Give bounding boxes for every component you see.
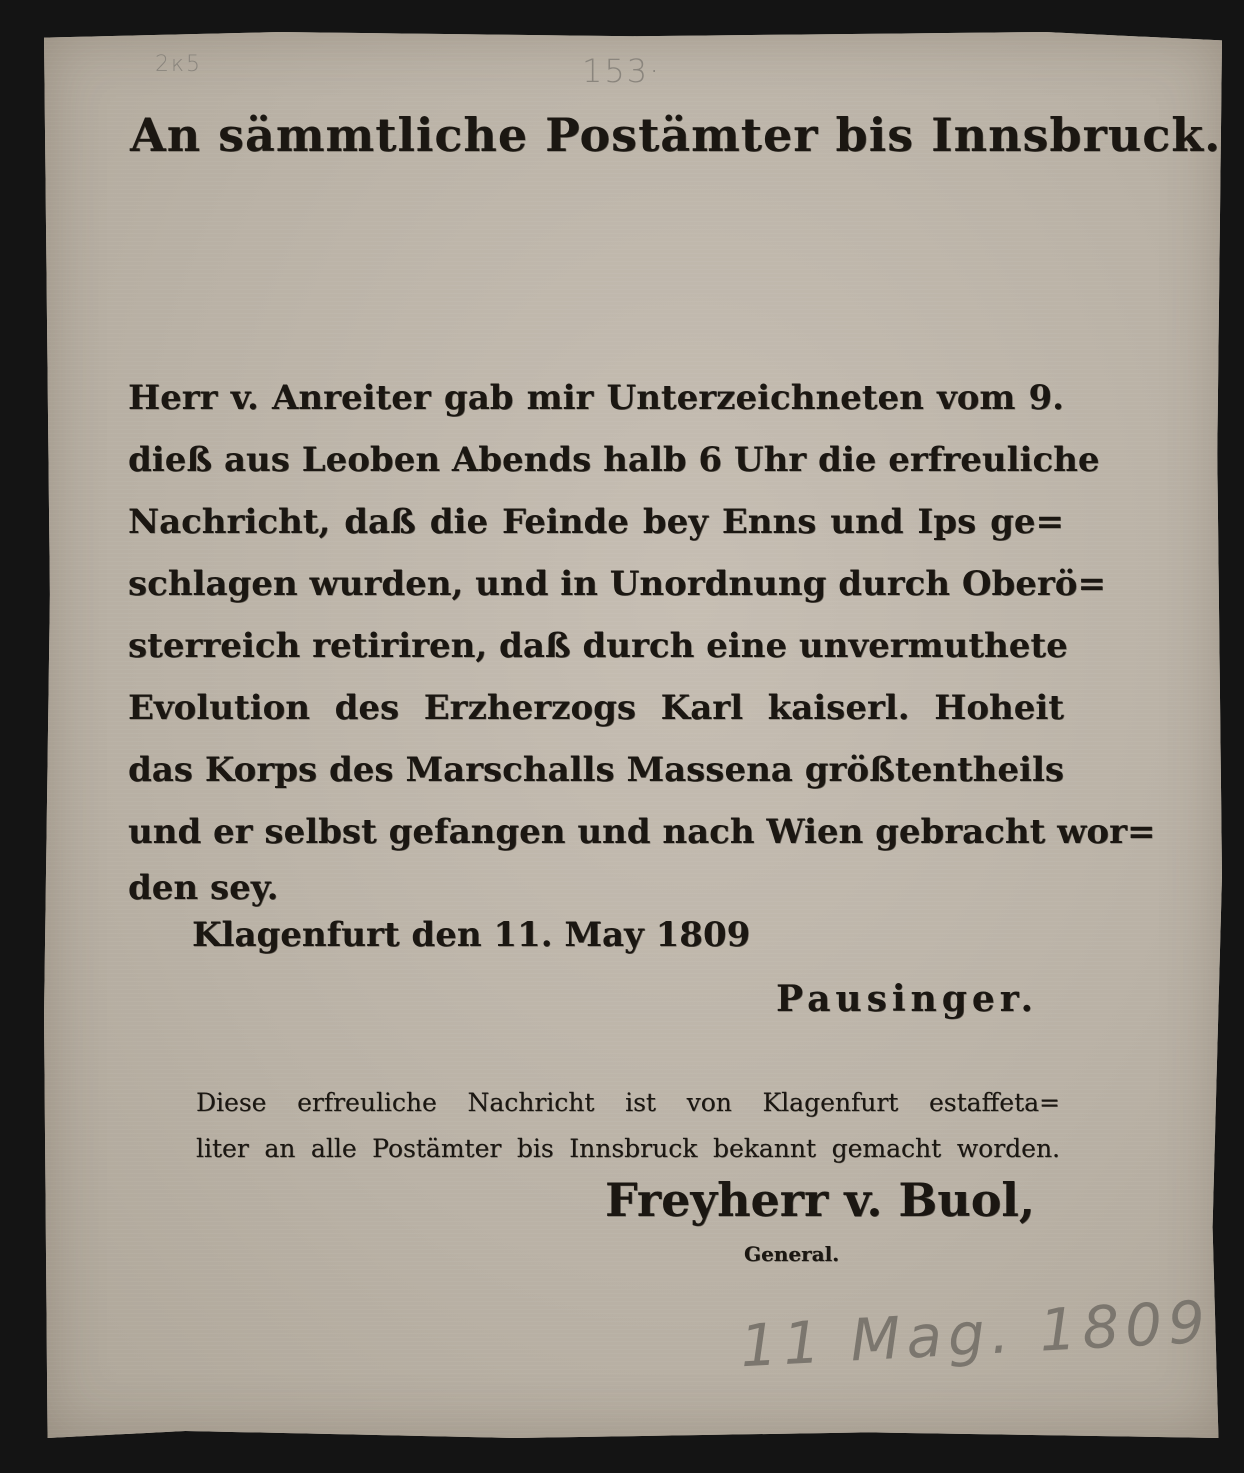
note-line: liter an alle Postämter bis Innsbruck bekannt gemacht worden. [196, 1134, 1060, 1163]
body-line: das Korps des Marschalls Massena größtentheils [128, 750, 1064, 790]
pencil-date-annotation: 11 Mag. 1809 [738, 1287, 1213, 1381]
note-line: Diese erfreuliche Nachricht ist von Klagenfurt estaffeta= [196, 1088, 1060, 1117]
signatory-rank: General. [744, 1242, 840, 1266]
body-line: sterreich retiriren, daß durch eine unvermuthete [128, 626, 1068, 666]
place-and-date: Klagenfurt den 11. May 1809 [192, 915, 751, 955]
body-line: den sey. [128, 868, 279, 908]
body-line: Evolution des Erzherzogs Karl kaiserl. Hoheit [128, 688, 1064, 728]
body-line: Herr v. Anreiter gab mir Unterzeichneten vom 9. [128, 378, 1064, 418]
body-line: schlagen wurden, und in Unordnung durch Oberö= [128, 564, 1106, 604]
folio-number: 153· [582, 52, 662, 90]
body-line: dieß aus Leoben Abends halb 6 Uhr die erfreuliche [128, 440, 1100, 480]
document-title: An sämmtliche Postämter bis Innsbruck. [130, 108, 1222, 162]
document-sheet [44, 32, 1222, 1438]
body-line: und er selbst gefangen und nach Wien gebracht wor= [128, 812, 1156, 852]
body-line: Nachricht, daß die Feinde bey Enns und Ips ge= [128, 502, 1064, 542]
signature-pausinger: Pausinger. [776, 978, 1038, 1020]
signature-buol: Freyherr v. Buol, [605, 1173, 1035, 1227]
folio-number-old: 2к5 [155, 52, 203, 77]
